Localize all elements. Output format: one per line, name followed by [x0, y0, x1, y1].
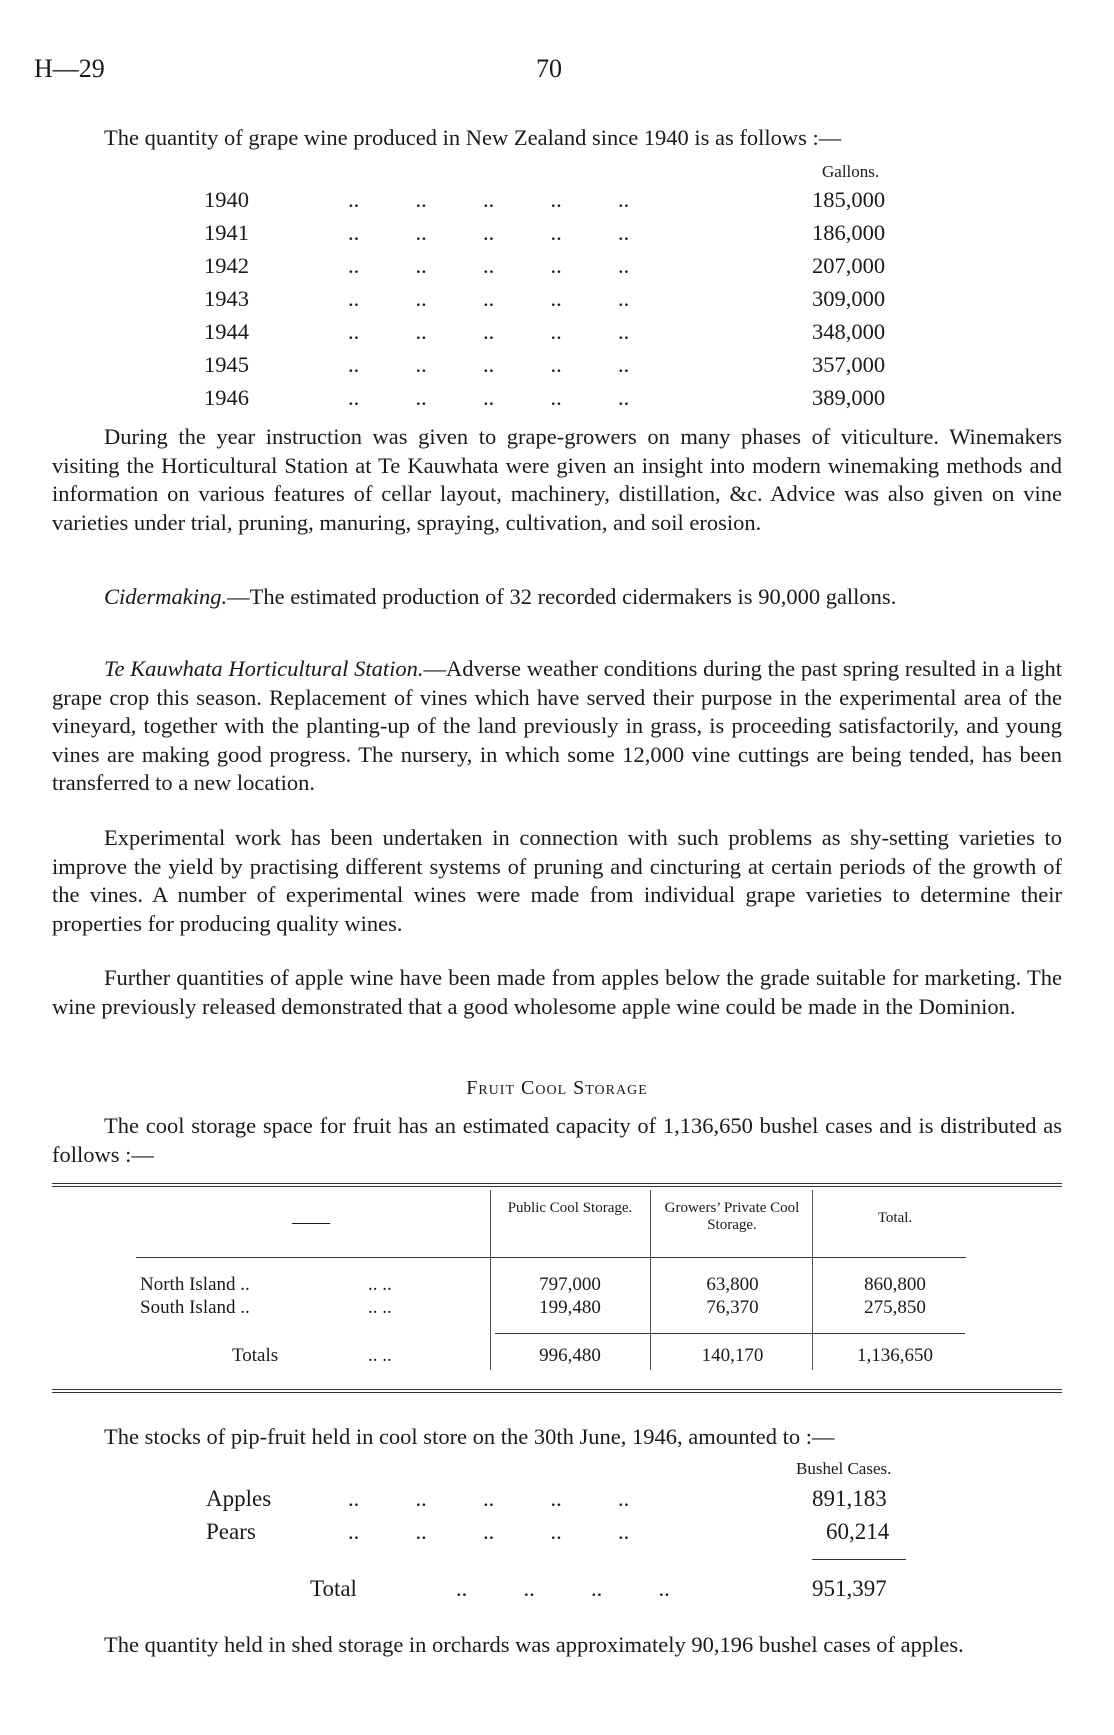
cell-value: 797,000 [539, 1274, 601, 1295]
cell-value: 199,480 [539, 1297, 601, 1318]
cell-value: 76,370 [706, 1297, 759, 1318]
dot-leader: .. .. .. .. .. [348, 352, 630, 377]
wine-gallons: 309,000 [812, 286, 886, 311]
paragraph-apple-wine: Further quantities of apple wine have been made from apples below the grade suitable for marketing. The wine previously released demonstrated that a good wholesome apple wine could be made in the Dominion. [52, 965, 1062, 1019]
dot-leader: .. .. .. .. [456, 1576, 670, 1601]
wine-gallons: 186,000 [812, 220, 886, 245]
wine-year: 1942 [204, 253, 249, 278]
wine-gallons: 357,000 [812, 352, 886, 377]
table-bottom-rule [52, 1392, 1062, 1393]
dot-leader: .. .. .. .. .. [348, 1519, 630, 1544]
table-top-rule [52, 1186, 1062, 1187]
totals-rule [495, 1333, 965, 1334]
dot-leader: .. .. .. .. .. [348, 385, 630, 410]
pipfruit-label: Apples [206, 1486, 272, 1511]
wine-year: 1944 [204, 319, 249, 344]
total-rule [812, 1559, 906, 1560]
dot-leader: .. .. .. .. .. [348, 187, 630, 212]
wine-gallons: 389,000 [812, 385, 886, 410]
paragraph-viticulture: During the year instruction was given to grape-growers on many phases of viticulture. Winemakers visiting the Horticultural Station at Te Kauwhata were given an insight into modern winemaking methods and information on various features of cellar layout, machinery, distillation, &c. Advice was also given on vine varieties under trial, pruning, manuring, spraying, cultivation, and soil erosion. [52, 424, 1062, 535]
pipfruit-intro: The stocks of pip-fruit held in cool store on the 30th June, 1946, amounted to :— [104, 1424, 835, 1449]
column-header-total: Total. [877, 1210, 913, 1226]
dot-leader: .. .. [368, 1345, 392, 1366]
column-header-growers: Growers’ Private Cool Storage. [664, 1200, 800, 1233]
cell-value: 860,800 [864, 1274, 926, 1295]
wine-gallons: 348,000 [812, 319, 886, 344]
pipfruit-total-value: 951,397 [812, 1576, 887, 1601]
column-divider [650, 1190, 651, 1370]
wine-year: 1946 [204, 385, 249, 410]
document-reference: H—29 [34, 54, 105, 83]
pipfruit-value: 60,214 [826, 1519, 890, 1544]
wine-unit-label: Gallons. [822, 162, 880, 181]
dot-leader: .. .. .. .. .. [348, 286, 630, 311]
wine-intro: The quantity of grape wine produced in New Zealand since 1940 is as follows :— [104, 125, 842, 150]
column-header-public: Public Cool Storage. [507, 1200, 633, 1216]
paragraph-cidermaking: Cidermaking.—The estimated production of 32 recorded cidermakers is 90,000 gallons. [104, 584, 897, 609]
dot-leader: .. .. [368, 1274, 392, 1295]
cidermaking-heading: Cidermaking. [104, 584, 228, 609]
dot-leader: .. .. .. .. .. [348, 319, 630, 344]
dot-leader: .. .. [368, 1297, 392, 1318]
column-divider [812, 1190, 813, 1370]
page-number: 70 [536, 54, 562, 83]
wine-year: 1943 [204, 286, 249, 311]
paragraph-experimental: Experimental work has been undertaken in connection with such problems as shy-setting varieties to improve the yield by practising different systems of pruning and cincturing at certain periods of the growth of the vines. A number of experimental wines were made from individual grape varieties to determine their properties for producing quality wines. [52, 825, 1062, 936]
dot-leader: .. .. .. .. .. [348, 253, 630, 278]
section-title-fruit-cool-storage: Fruit Cool Storage [466, 1077, 648, 1099]
wine-year: 1945 [204, 352, 249, 377]
paragraph-shed-storage: The quantity held in shed storage in orchards was approximately 90,196 bushel cases of apples. [104, 1632, 964, 1657]
totals-value: 996,480 [539, 1345, 601, 1366]
row-label: North Island .. [140, 1274, 250, 1295]
cell-value: 275,850 [864, 1297, 926, 1318]
wine-year: 1940 [204, 187, 249, 212]
dot-leader: .. .. .. .. .. [348, 1486, 630, 1511]
pipfruit-total-label: Total [310, 1576, 357, 1601]
table-bottom-rule [52, 1389, 1062, 1390]
wine-gallons: 185,000 [812, 187, 886, 212]
row-label: South Island .. [140, 1297, 250, 1318]
pipfruit-value: 891,183 [812, 1486, 887, 1511]
totals-value: 140,170 [701, 1345, 764, 1366]
cool-storage-intro: The cool storage space for fruit has an estimated capacity of 1,136,650 bushel cases and is distributed as follows :— [52, 1113, 1062, 1167]
column-divider [490, 1190, 491, 1370]
totals-label: Totals [232, 1345, 279, 1366]
pipfruit-label: Pears [206, 1519, 256, 1544]
stub-header: —— [292, 1212, 330, 1233]
table-top-rule [52, 1183, 1062, 1184]
totals-value: 1,136,650 [857, 1345, 933, 1366]
header-rule [136, 1257, 966, 1258]
wine-year: 1941 [204, 220, 249, 245]
cell-value: 63,800 [706, 1274, 759, 1295]
station-heading: Te Kauwhata Horticultural Station. [104, 656, 424, 681]
pipfruit-unit-label: Bushel Cases. [796, 1459, 892, 1478]
wine-gallons: 207,000 [812, 253, 886, 278]
dot-leader: .. .. .. .. .. [348, 220, 630, 245]
paragraph-te-kauwhata: Te Kauwhata Horticultural Station.—Adverse weather conditions during the past spring resulted in a light grape crop this season. Replacement of vines which have served their purpose in the experimental area of the vineyard, together with the planting-up of the land previously in grass, is proceeding satisfactorily, and young vines are making good progress. The nursery, in which some 12,000 vine cuttings are being tended, has been transferred to a new location. [52, 656, 1062, 795]
